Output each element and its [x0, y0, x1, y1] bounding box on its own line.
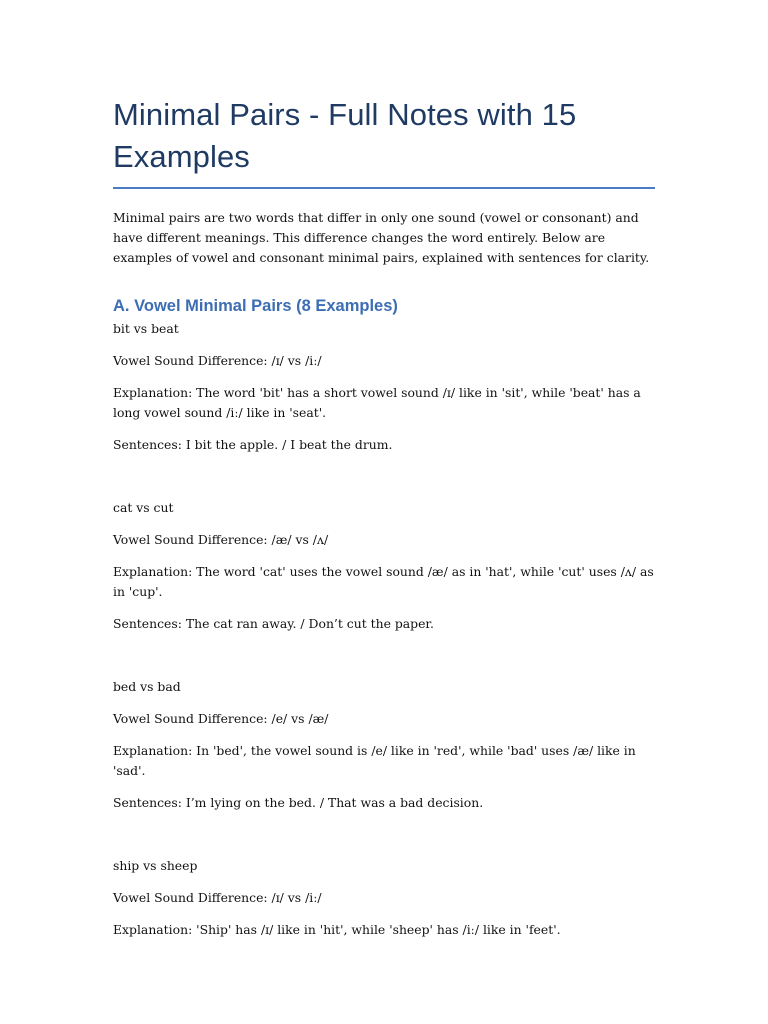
pair-explanation: Explanation: The word 'cat' uses the vowel sound /æ/ as in 'hat', while 'cut' uses /ʌ/ as in 'cup'. [113, 563, 654, 599]
pair-sentences: Sentences: I bit the apple. / I beat the drum. [113, 436, 393, 452]
pair-explanation: Explanation: The word 'bit' has a short vowel sound /ɪ/ like in 'sit', while 'beat' has a long vowel sound /iː/ like in 'seat'. [113, 384, 641, 420]
pair-sentences: Sentences: The cat ran away. / Don’t cut the paper. [113, 615, 434, 631]
spacer [113, 454, 655, 498]
minimal-pair-item [113, 498, 655, 633]
spacer [113, 633, 655, 677]
minimal-pair-item [113, 856, 655, 939]
intro-paragraph: Minimal pairs are two words that differ in only one sound (vowel or consonant) and have different meanings. This difference changes the word entirely. Below are examples of vowel and consonant minimal pairs, explained with sentences for clarity. [113, 210, 650, 265]
pair-title: bed vs bad [113, 679, 181, 695]
pair-sound-difference: Vowel Sound Difference: /e/ vs /æ/ [113, 711, 329, 727]
section-heading-vowel-pairs: A. Vowel Minimal Pairs (8 Examples) [113, 297, 398, 316]
spacer [113, 812, 655, 856]
pair-explanation: Explanation: 'Ship' has /ɪ/ like in 'hit', while 'sheep' has /iː/ like in 'feet'. [113, 921, 561, 937]
pair-explanation: Explanation: In 'bed', the vowel sound is /e/ like in 'red', while 'bad' uses /æ/ like in 'sad'. [113, 742, 636, 778]
minimal-pair-item [113, 319, 655, 454]
page-title: Minimal Pairs - Full Notes with 15 Examples [113, 97, 577, 174]
pair-title: bit vs beat [113, 321, 179, 337]
pair-sentences: Sentences: I’m lying on the bed. / That was a bad decision. [113, 794, 484, 810]
pair-title: ship vs sheep [113, 858, 198, 874]
title-underline [113, 187, 655, 189]
pair-sound-difference: Vowel Sound Difference: /ɪ/ vs /iː/ [113, 353, 322, 369]
pair-title: cat vs cut [113, 500, 174, 516]
pair-sound-difference: Vowel Sound Difference: /æ/ vs /ʌ/ [113, 532, 329, 548]
pair-sound-difference: Vowel Sound Difference: /ɪ/ vs /iː/ [113, 890, 322, 906]
minimal-pair-item [113, 677, 655, 812]
